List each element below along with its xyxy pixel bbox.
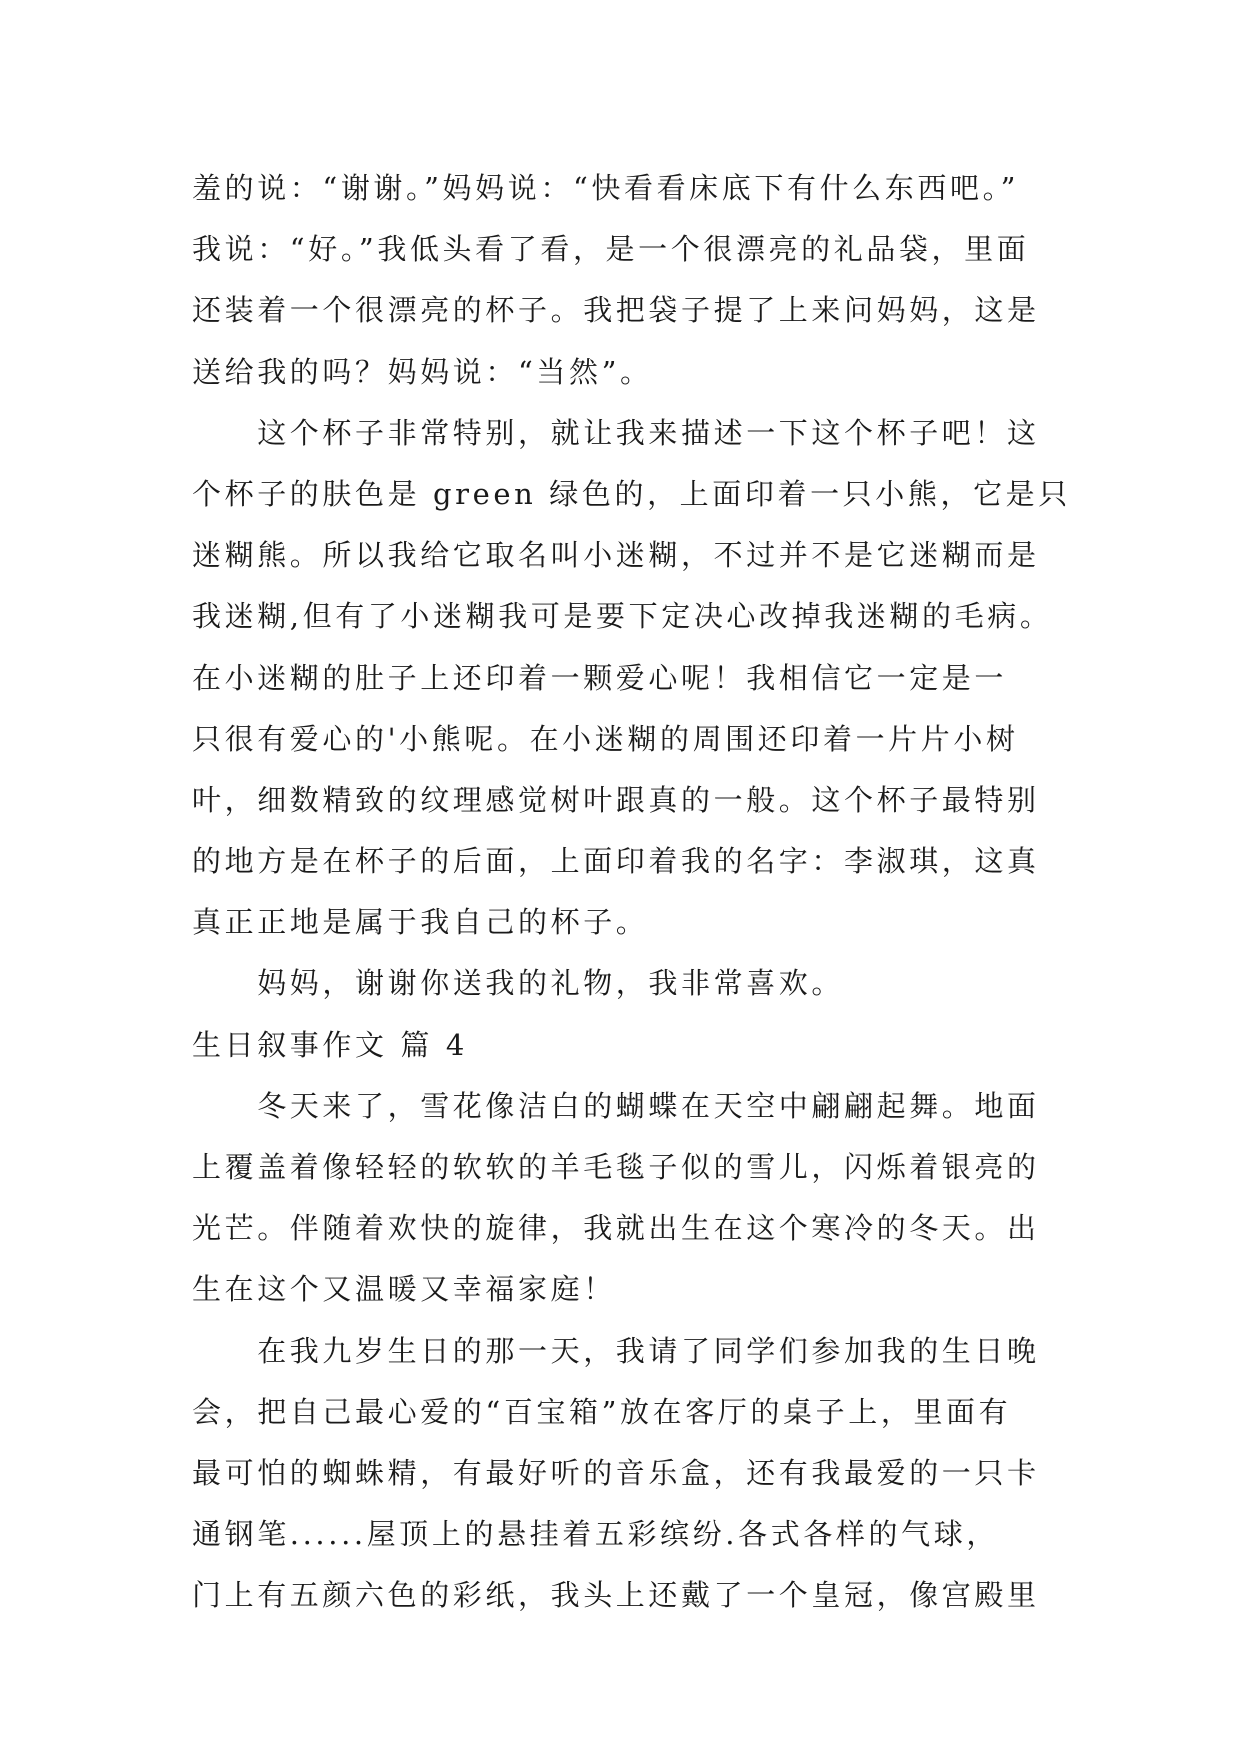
text-line: 我迷糊,但有了小迷糊我可是要下定决心改掉我迷糊的毛病。	[192, 599, 1053, 634]
text-line: 的地方是在杯子的后面，上面印着我的名字：李淑琪，这真	[192, 844, 1040, 879]
text-line: 会，把自己最心爱的“百宝箱”放在客厅的桌子上，里面有	[192, 1394, 1012, 1429]
text-line: 叶，细数精致的纹理感觉树叶跟真的一般。这个杯子最特别	[192, 782, 1040, 817]
text-line: 光芒。伴随着欢快的旋律，我就出生在这个寒冷的冬天。出	[192, 1211, 1040, 1246]
text-line: 羞的说：“谢谢。”妈妈说：“快看看床底下有什么东西吧。”	[192, 171, 1020, 205]
text-line: 迷糊熊。所以我给它取名叫小迷糊，不过并不是它迷糊而是	[192, 538, 1040, 573]
essay-text	[192, 158, 1071, 1627]
text-line: 门上有五颜六色的彩纸，我头上还戴了一个皇冠，像宫殿里	[192, 1578, 1040, 1613]
text-line: 生在这个又温暖又幸福家庭！	[192, 1272, 616, 1307]
text-line: 送给我的吗？妈妈说：“当然”。	[192, 354, 653, 389]
text-line: 最可怕的蜘蛛精，有最好听的音乐盒，还有我最爱的一只卡	[192, 1455, 1040, 1490]
text-line: 这个杯子非常特别，就让我来描述一下这个杯子吧！这	[192, 415, 1040, 450]
section-heading: 生日叙事作文 篇 4	[192, 1027, 468, 1062]
text-line: 我说：“好。”我低头看了看，是一个很漂亮的礼品袋，里面	[192, 232, 1030, 267]
text-line: 上覆盖着像轻轻的软软的羊毛毯子似的雪儿，闪烁着银亮的	[192, 1150, 1040, 1184]
text-line: 冬天来了，雪花像洁白的蝴蝶在天空中翩翩起舞。地面	[192, 1088, 1040, 1123]
text-line: 妈妈，谢谢你送我的礼物，我非常喜欢。	[192, 966, 845, 1001]
text-line: 真正正地是属于我自己的杯子。	[192, 905, 649, 940]
text-line: 还装着一个很漂亮的杯子。我把袋子提了上来问妈妈，这是	[192, 293, 1040, 328]
text-line: 只很有爱心的'小熊呢。在小迷糊的周围还印着一片片小树	[192, 721, 1019, 756]
text-line: 在我九岁生日的那一天，我请了同学们参加我的生日晚	[192, 1333, 1040, 1368]
text-line: 个杯子的肤色是 green 绿色的，上面印着一只小熊，它是只	[192, 476, 1071, 511]
text-line: 通钢笔......屋顶上的悬挂着五彩缤纷.各式各样的气球，	[192, 1517, 999, 1552]
text-line: 在小迷糊的肚子上还印着一颗爱心呢！我相信它一定是一	[192, 660, 1008, 695]
